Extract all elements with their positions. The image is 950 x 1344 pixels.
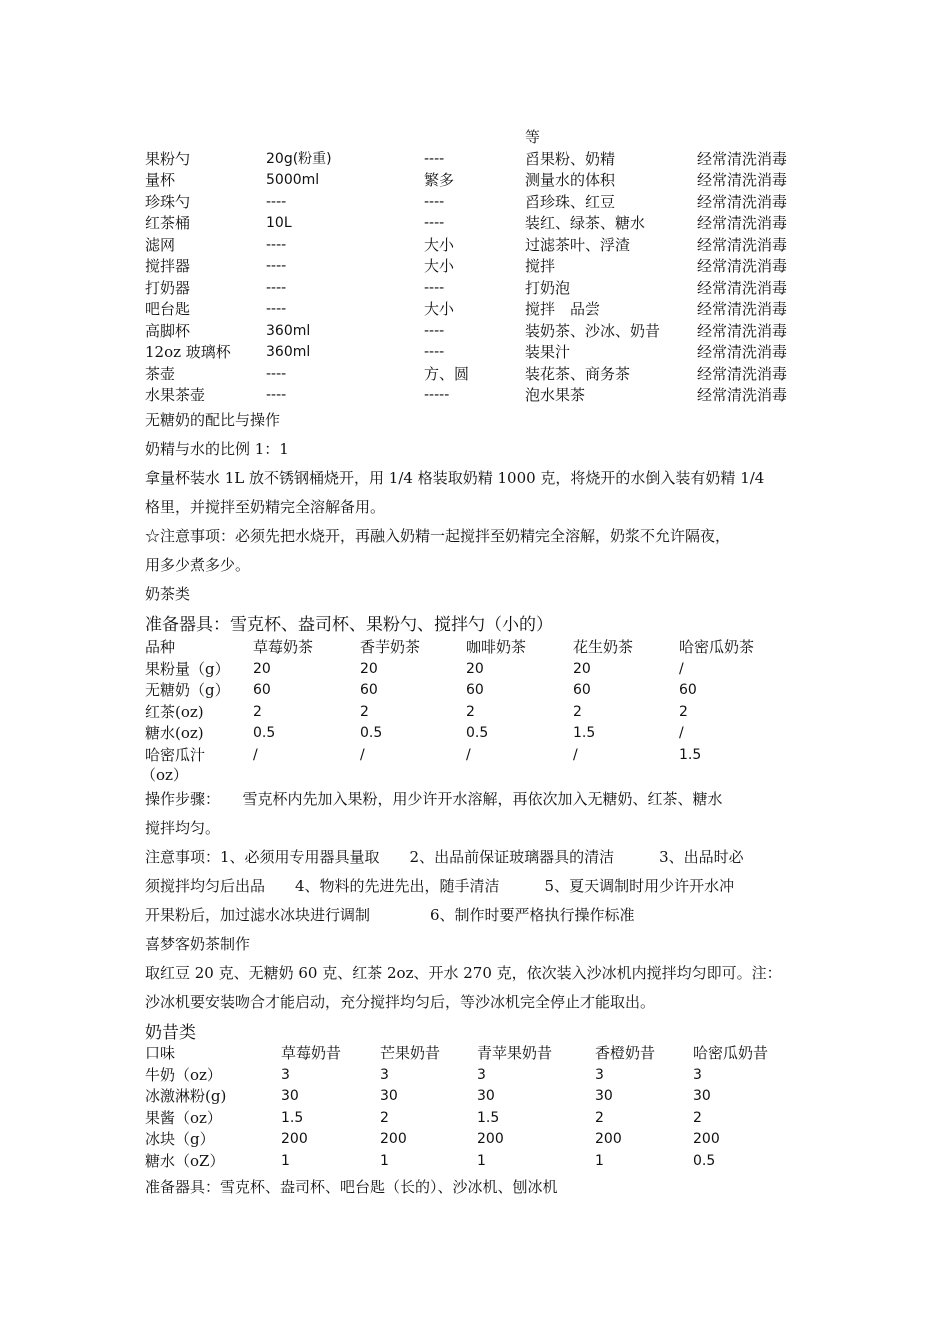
milktea-value-cell: 20 — [466, 660, 484, 677]
tool-spec-cell: 360ml — [266, 322, 311, 339]
milktea-value-cell: 1.5 — [679, 746, 702, 763]
milkshake-value-cell: 2 — [595, 1109, 604, 1126]
tool-name-cell: 水果茶壶 — [145, 386, 206, 404]
milktea-value-cell: 60 — [466, 682, 484, 698]
milktea-header-cell: 香芋奶茶 — [360, 638, 421, 656]
milkshake-value-cell: 200 — [595, 1131, 622, 1147]
milktea-label-cell: 无糖奶（g） — [145, 681, 230, 699]
milktea-value-cell: 0.5 — [466, 725, 489, 741]
tool-spec-cell: ---- — [266, 387, 287, 403]
tool-use-cell: 装花茶、商务茶 — [525, 364, 631, 383]
milkshake-value-cell: 1.5 — [477, 1109, 500, 1126]
tool-spec-cell: 10L — [266, 215, 292, 231]
milkshake-value-cell: 1.5 — [281, 1109, 304, 1126]
milkshake-header-cell: 哈密瓜奶昔 — [693, 1044, 769, 1062]
tool-size-cell: ---- — [424, 215, 445, 231]
tool-size-cell: ---- — [424, 344, 445, 360]
tool-care-cell: 经常清洗消毒 — [697, 257, 788, 275]
milktea-value-cell: 20 — [253, 660, 271, 677]
sugarfree-procedure-line: 拿量杯装水 1L 放不锈钢桶烧开，用 1/4 格装取奶精 1000 克，将烧开的水倒入装有奶精 1/4 — [145, 469, 765, 487]
milktea-value-cell: / — [360, 746, 365, 763]
tool-spec-cell: 5000ml — [266, 172, 320, 188]
milktea-value-cell: 2 — [253, 703, 262, 720]
tool-size-cell: 大小 — [424, 235, 455, 254]
tool-name-cell: 滤网 — [145, 235, 176, 254]
tool-use-cell: 过滤茶叶、浮渣 — [525, 235, 631, 254]
milktea-tools-heading: 准备器具：雪克杯、盎司杯、果粉勺、搅拌勺（小的） — [145, 615, 553, 635]
tool-use-cell: 测量水的体积 — [525, 171, 616, 189]
tool-use-cell: 搅拌 品尝 — [525, 300, 601, 318]
milktea-steps-line: 搅拌均匀。 — [145, 819, 221, 837]
tool-care-cell: 经常清洗消毒 — [697, 171, 788, 189]
milkshake-header-cell: 草莓奶昔 — [281, 1044, 342, 1062]
milktea-value-cell: 2 — [679, 703, 688, 720]
milktea-label-cell: 糖水(oz) — [145, 724, 204, 742]
milkshake-value-cell: 2 — [380, 1109, 389, 1126]
tool-spec-cell: ---- — [266, 258, 287, 274]
milkshake-tools-line: 准备器具：雪克杯、盎司杯、吧台匙（长的）、沙冰机、刨冰机 — [145, 1178, 558, 1196]
tool-care-cell: 经常清洗消毒 — [697, 386, 788, 404]
milkshake-value-cell: 30 — [477, 1088, 495, 1104]
milktea-value-cell: 60 — [573, 682, 591, 698]
milkshake-value-cell: 200 — [693, 1131, 720, 1147]
milktea-value-cell: 2 — [573, 703, 582, 720]
tool-care-cell: 经常清洗消毒 — [697, 192, 788, 211]
sugarfree-procedure-line: 格里，并搅拌至奶精完全溶解备用。 — [145, 498, 386, 516]
tool-size-cell: ---- — [424, 193, 445, 210]
milktea-header-cell: 咖啡奶茶 — [466, 638, 527, 656]
tool-spec-cell: ---- — [266, 236, 287, 253]
tool-name-cell: 量杯 — [145, 171, 176, 189]
milktea-value-cell: 0.5 — [253, 725, 276, 741]
tool-spec-cell: ---- — [266, 193, 287, 210]
tool-use-cell: 打奶泡 — [525, 278, 571, 297]
tool-spec-cell: 360ml — [266, 344, 311, 360]
milkshake-header-cell: 口味 — [145, 1044, 176, 1062]
sugarfree-note-line: ☆注意事项：必须先把水烧开，再融入奶精一起搅拌至奶精完全溶解，奶浆不允许隔夜， — [145, 527, 731, 545]
milkshake-label-cell: 果酱（oz） — [145, 1108, 222, 1127]
tool-size-cell: ---- — [424, 322, 445, 339]
milkshake-label-cell: 冰激淋粉(g) — [145, 1087, 227, 1105]
milktea-value-cell: / — [253, 746, 258, 763]
special-line: 沙冰机要安装吻合才能启动，充分搅拌均匀后，等沙冰机完全停止才能取出。 — [145, 993, 656, 1011]
milktea-value-cell: 2 — [466, 703, 475, 720]
sugarfree-title: 无糖奶的配比与操作 — [145, 411, 281, 429]
tool-care-cell: 经常清洗消毒 — [697, 364, 788, 383]
milktea-header-cell: 品种 — [145, 638, 176, 656]
milkshake-header-cell: 芒果奶昔 — [380, 1044, 441, 1062]
milktea-steps-line: 操作步骤： 雪克杯内先加入果粉，用少许开水溶解，再依次加入无糖奶、红茶、糖水 — [145, 790, 723, 808]
tool-name-cell: 茶壶 — [145, 364, 176, 383]
milktea-value-cell: 60 — [679, 682, 697, 698]
milktea-notes-line: 须搅拌均匀后出品 4、物料的先进先出，随手清洁 5、夏天调制时用少许开水冲 — [145, 877, 735, 895]
tool-care-cell: 经常清洗消毒 — [697, 300, 788, 318]
tool-use-cell: 装奶茶、沙冰、奶昔 — [525, 321, 661, 340]
tool-size-cell: 大小 — [424, 257, 455, 275]
tool-size-cell: ---- — [424, 150, 445, 167]
milktea-notes-line: 注意事项：1、必须用专用器具量取 2、出品前保证玻璃器具的清洁 3、出品时必 — [145, 848, 744, 866]
milkshake-value-cell: 0.5 — [693, 1152, 716, 1169]
tool-care-cell: 经常清洗消毒 — [697, 321, 788, 340]
milkshake-tools — [145, 1173, 810, 1202]
milktea-label-cell: 果粉量（g） — [145, 659, 230, 678]
milktea-header-cell: 花生奶茶 — [573, 638, 634, 656]
tool-size-cell: 大小 — [424, 300, 455, 318]
tool-use-cell: 舀果粉、奶精 — [525, 149, 616, 168]
special-line: 取红豆 20 克、无糖奶 60 克、红茶 2oz、开水 270 克，依次装入沙冰机内搅拌均匀即可。注： — [145, 964, 782, 982]
milktea-value-cell: 2 — [360, 703, 369, 720]
milkshake-value-cell: 3 — [595, 1066, 604, 1083]
tool-care-cell: 经常清洗消毒 — [697, 235, 788, 254]
tool-size-cell: ---- — [424, 279, 445, 296]
sugarfree-ratio: 奶精与水的比例 1：1 — [145, 440, 289, 458]
tool-name-cell: 果粉勺 — [145, 149, 191, 168]
tool-name-cell: 搅拌器 — [145, 257, 191, 275]
tool-care-cell: 经常清洗消毒 — [697, 278, 788, 297]
milktea-section — [145, 785, 810, 1017]
milkshake-value-cell: 3 — [380, 1066, 389, 1083]
milktea-value-cell: 20 — [573, 660, 591, 677]
milktea-header-cell: 哈密瓜奶茶 — [679, 638, 755, 656]
tool-spec-cell: ---- — [266, 279, 287, 296]
milktea-label-cell: 红茶(oz) — [145, 702, 204, 721]
milktea-header-cell: 草莓奶茶 — [253, 638, 314, 656]
tool-use-cell: 装果汁 — [525, 343, 571, 361]
tool-use-cell: 装红、绿茶、糖水 — [525, 214, 646, 232]
milktea-value-cell: / — [679, 725, 684, 741]
milkshake-label-cell: 糖水（oZ） — [145, 1151, 225, 1170]
milkshake-value-cell: 1 — [380, 1152, 389, 1169]
milkshake-label-cell: 冰块（g） — [145, 1130, 215, 1148]
milkshake-header-cell: 青苹果奶昔 — [477, 1044, 553, 1062]
milkshake-label-cell: 牛奶（oz） — [145, 1065, 222, 1084]
milkshake-value-cell: 30 — [380, 1088, 398, 1104]
milkshake-value-cell: 2 — [693, 1109, 702, 1126]
milkshake-value-cell: 200 — [380, 1131, 407, 1147]
tool-size-cell: 繁多 — [424, 171, 455, 189]
milktea-value-cell: 60 — [253, 682, 271, 698]
milkshake-value-cell: 30 — [281, 1088, 299, 1104]
tool-use-cell: 泡水果茶 — [525, 386, 586, 404]
tool-use-cell: 搅拌 — [525, 257, 556, 275]
milktea-notes-line: 开果粉后，加过滤水冰块进行调制 6、制作时要严格执行操作标准 — [145, 906, 635, 924]
milkshake-value-cell: 200 — [281, 1131, 308, 1147]
milkshake-header-cell: 香橙奶昔 — [595, 1044, 656, 1062]
tool-name-cell: 红茶桶 — [145, 214, 191, 232]
milktea-value-cell: 1.5 — [573, 725, 596, 741]
special-title: 喜梦客奶茶制作 — [145, 935, 251, 953]
milkshake-value-cell: 30 — [693, 1088, 711, 1104]
tool-size-cell: ----- — [424, 387, 450, 403]
sugarfree-note-line: 用多少煮多少。 — [145, 556, 251, 574]
tool-name-cell: 打奶器 — [145, 278, 191, 297]
milktea-value-cell: 20 — [360, 660, 378, 677]
milktea-value-cell: / — [679, 660, 684, 677]
tool-name-cell: 高脚杯 — [145, 321, 191, 340]
milkshake-value-cell: 3 — [281, 1066, 290, 1083]
milktea-value-cell: / — [466, 746, 471, 763]
tool-care-cell: 经常清洗消毒 — [697, 343, 788, 361]
tool-use-cell: 舀珍珠、红豆 — [525, 192, 616, 211]
tool-name-cell: 珍珠勺 — [145, 192, 191, 211]
milktea-label-cell: 哈密瓜汁 — [145, 745, 206, 764]
milkshake-value-cell: 200 — [477, 1131, 504, 1147]
sugarfree-section — [145, 406, 810, 609]
tool-spec-cell: ---- — [266, 365, 287, 382]
tool-spec-cell: 20g(粉重) — [266, 150, 332, 167]
milktea-value-cell: 60 — [360, 682, 378, 698]
milkshake-value-cell: 1 — [281, 1152, 290, 1169]
milkshake-value-cell: 3 — [477, 1066, 486, 1083]
tool-name-cell: 吧台匙 — [145, 300, 191, 318]
tool-care-cell: 经常清洗消毒 — [697, 149, 788, 168]
tool-name-cell: 12oz 玻璃杯 — [145, 343, 231, 361]
milktea-last-label-wrap: （oz） — [141, 766, 188, 784]
milkshake-value-cell: 1 — [477, 1152, 486, 1169]
milktea-value-cell: / — [573, 746, 578, 763]
milkshake-value-cell: 30 — [595, 1088, 613, 1104]
tool-size-cell: 方、圆 — [424, 364, 470, 383]
tool-spec-cell: ---- — [266, 301, 287, 317]
milktea-value-cell: 0.5 — [360, 725, 383, 741]
continuation-text: 等 — [525, 128, 541, 146]
milkshake-category: 奶昔类 — [145, 1023, 196, 1043]
tool-care-cell: 经常清洗消毒 — [697, 214, 788, 232]
milktea-category: 奶茶类 — [145, 585, 191, 603]
milkshake-value-cell: 3 — [693, 1066, 702, 1083]
milkshake-value-cell: 1 — [595, 1152, 604, 1169]
